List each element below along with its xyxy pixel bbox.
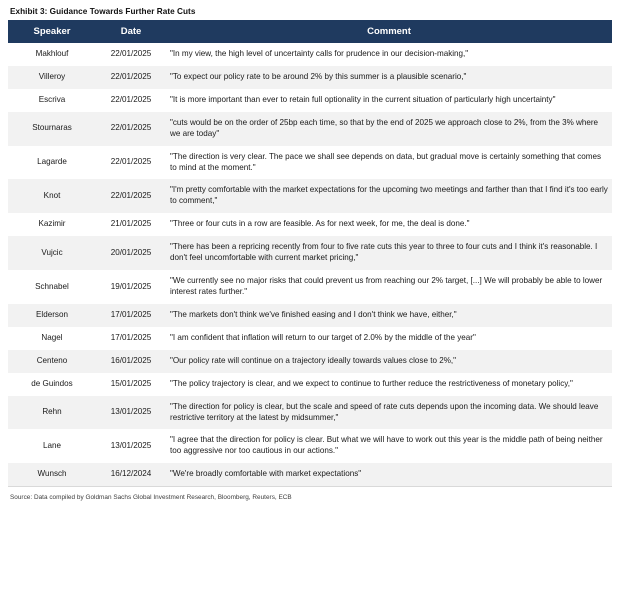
cell-date: 16/01/2025	[96, 350, 166, 373]
table-row	[8, 213, 612, 236]
cell-comment: "The policy trajectory is clear, and we expect to continue to further reduce the restrictiveness of monetary policy,"	[166, 373, 612, 396]
cell-date: 22/01/2025	[96, 112, 166, 146]
cell-speaker: Lane	[8, 429, 96, 463]
cell-speaker: Villeroy	[8, 66, 96, 89]
cell-speaker: Centeno	[8, 350, 96, 373]
cell-date: 17/01/2025	[96, 304, 166, 327]
cell-date: 22/01/2025	[96, 146, 166, 180]
cell-comment: "We currently see no major risks that could prevent us from reaching our 2% target, [...] We will probably be able to lower interest rates further."	[166, 270, 612, 304]
table-header-row	[8, 20, 612, 43]
cell-date: 15/01/2025	[96, 373, 166, 396]
table-row	[8, 373, 612, 396]
page-title: Exhibit 3: Guidance Towards Further Rate Cuts	[10, 7, 196, 16]
table-row	[8, 270, 612, 304]
cell-date: 21/01/2025	[96, 213, 166, 236]
cell-speaker: Stournaras	[8, 112, 96, 146]
cell-speaker: Escriva	[8, 89, 96, 112]
cell-date: 22/01/2025	[96, 89, 166, 112]
cell-speaker: Wunsch	[8, 463, 96, 486]
table-row	[8, 146, 612, 180]
cell-comment: "There has been a repricing recently from four to five rate cuts this year to three to four cuts and I think it's reasonable. I don't feel uncomfortable with current market pricing,"	[166, 236, 612, 270]
table-row	[8, 396, 612, 430]
cell-speaker: Lagarde	[8, 146, 96, 180]
cell-speaker: Schnabel	[8, 270, 96, 304]
column-header-speaker: Speaker	[8, 20, 96, 43]
table-row	[8, 350, 612, 373]
cell-date: 13/01/2025	[96, 396, 166, 430]
table-body	[8, 43, 612, 486]
cell-speaker: Makhlouf	[8, 43, 96, 66]
cell-comment: "It is more important than ever to retain full optionality in the current situation of particularly high uncertainty"	[166, 89, 612, 112]
cell-comment: "The markets don't think we've finished easing and I don't think we have, either,"	[166, 304, 612, 327]
cell-date: 22/01/2025	[96, 66, 166, 89]
source-note: Source: Data compiled by Goldman Sachs Global Investment Research, Bloomberg, Reuters, ECB	[10, 494, 292, 502]
cell-comment: "The direction is very clear. The pace we shall see depends on data, but gradual move is certainly something that comes to mind at the moment."	[166, 146, 612, 180]
cell-comment: "I am confident that inflation will return to our target of 2.0% by the middle of the year"	[166, 327, 612, 350]
cell-comment: "To expect our policy rate to be around 2% by this summer is a plausible scenario,"	[166, 66, 612, 89]
column-header-date: Date	[96, 20, 166, 43]
cell-date: 13/01/2025	[96, 429, 166, 463]
table-row	[8, 304, 612, 327]
table-row	[8, 429, 612, 463]
cell-speaker: Elderson	[8, 304, 96, 327]
cell-comment: "cuts would be on the order of 25bp each time, so that by the end of 2025 we approach close to 2%, from the 3% where we are today"	[166, 112, 612, 146]
table-row	[8, 179, 612, 213]
table-header	[8, 20, 612, 43]
table-row	[8, 43, 612, 66]
cell-comment: "We're broadly comfortable with market expectations"	[166, 463, 612, 486]
cell-comment: "I agree that the direction for policy is clear. But what we will have to work out this year is the middle path of being neither too aggressive nor too cautious in our actions."	[166, 429, 612, 463]
table-row	[8, 66, 612, 89]
cell-date: 22/01/2025	[96, 179, 166, 213]
cell-speaker: Vujcic	[8, 236, 96, 270]
guidance-table	[8, 20, 612, 486]
cell-date: 19/01/2025	[96, 270, 166, 304]
column-header-comment: Comment	[166, 20, 612, 43]
cell-comment: "The direction for policy is clear, but the scale and speed of rate cuts depends upon the incoming data. We should leave restrictive territory at the latest by midsummer,"	[166, 396, 612, 430]
table-container	[8, 20, 612, 487]
cell-speaker: Knot	[8, 179, 96, 213]
cell-comment: "I'm pretty comfortable with the market expectations for the upcoming two meetings and farther than that I find it's too early to comment,"	[166, 179, 612, 213]
cell-speaker: de Guindos	[8, 373, 96, 396]
table-row	[8, 89, 612, 112]
cell-speaker: Nagel	[8, 327, 96, 350]
table-row	[8, 327, 612, 350]
cell-date: 20/01/2025	[96, 236, 166, 270]
table-row	[8, 463, 612, 486]
cell-speaker: Rehn	[8, 396, 96, 430]
cell-date: 17/01/2025	[96, 327, 166, 350]
table-row	[8, 236, 612, 270]
cell-comment: "Our policy rate will continue on a trajectory ideally towards values close to 2%,"	[166, 350, 612, 373]
cell-comment: "Three or four cuts in a row are feasible. As for next week, for me, the deal is done."	[166, 213, 612, 236]
cell-speaker: Kazimir	[8, 213, 96, 236]
cell-date: 22/01/2025	[96, 43, 166, 66]
cell-date: 16/12/2024	[96, 463, 166, 486]
table-row	[8, 112, 612, 146]
cell-comment: "In my view, the high level of uncertainty calls for prudence in our decision-making,"	[166, 43, 612, 66]
